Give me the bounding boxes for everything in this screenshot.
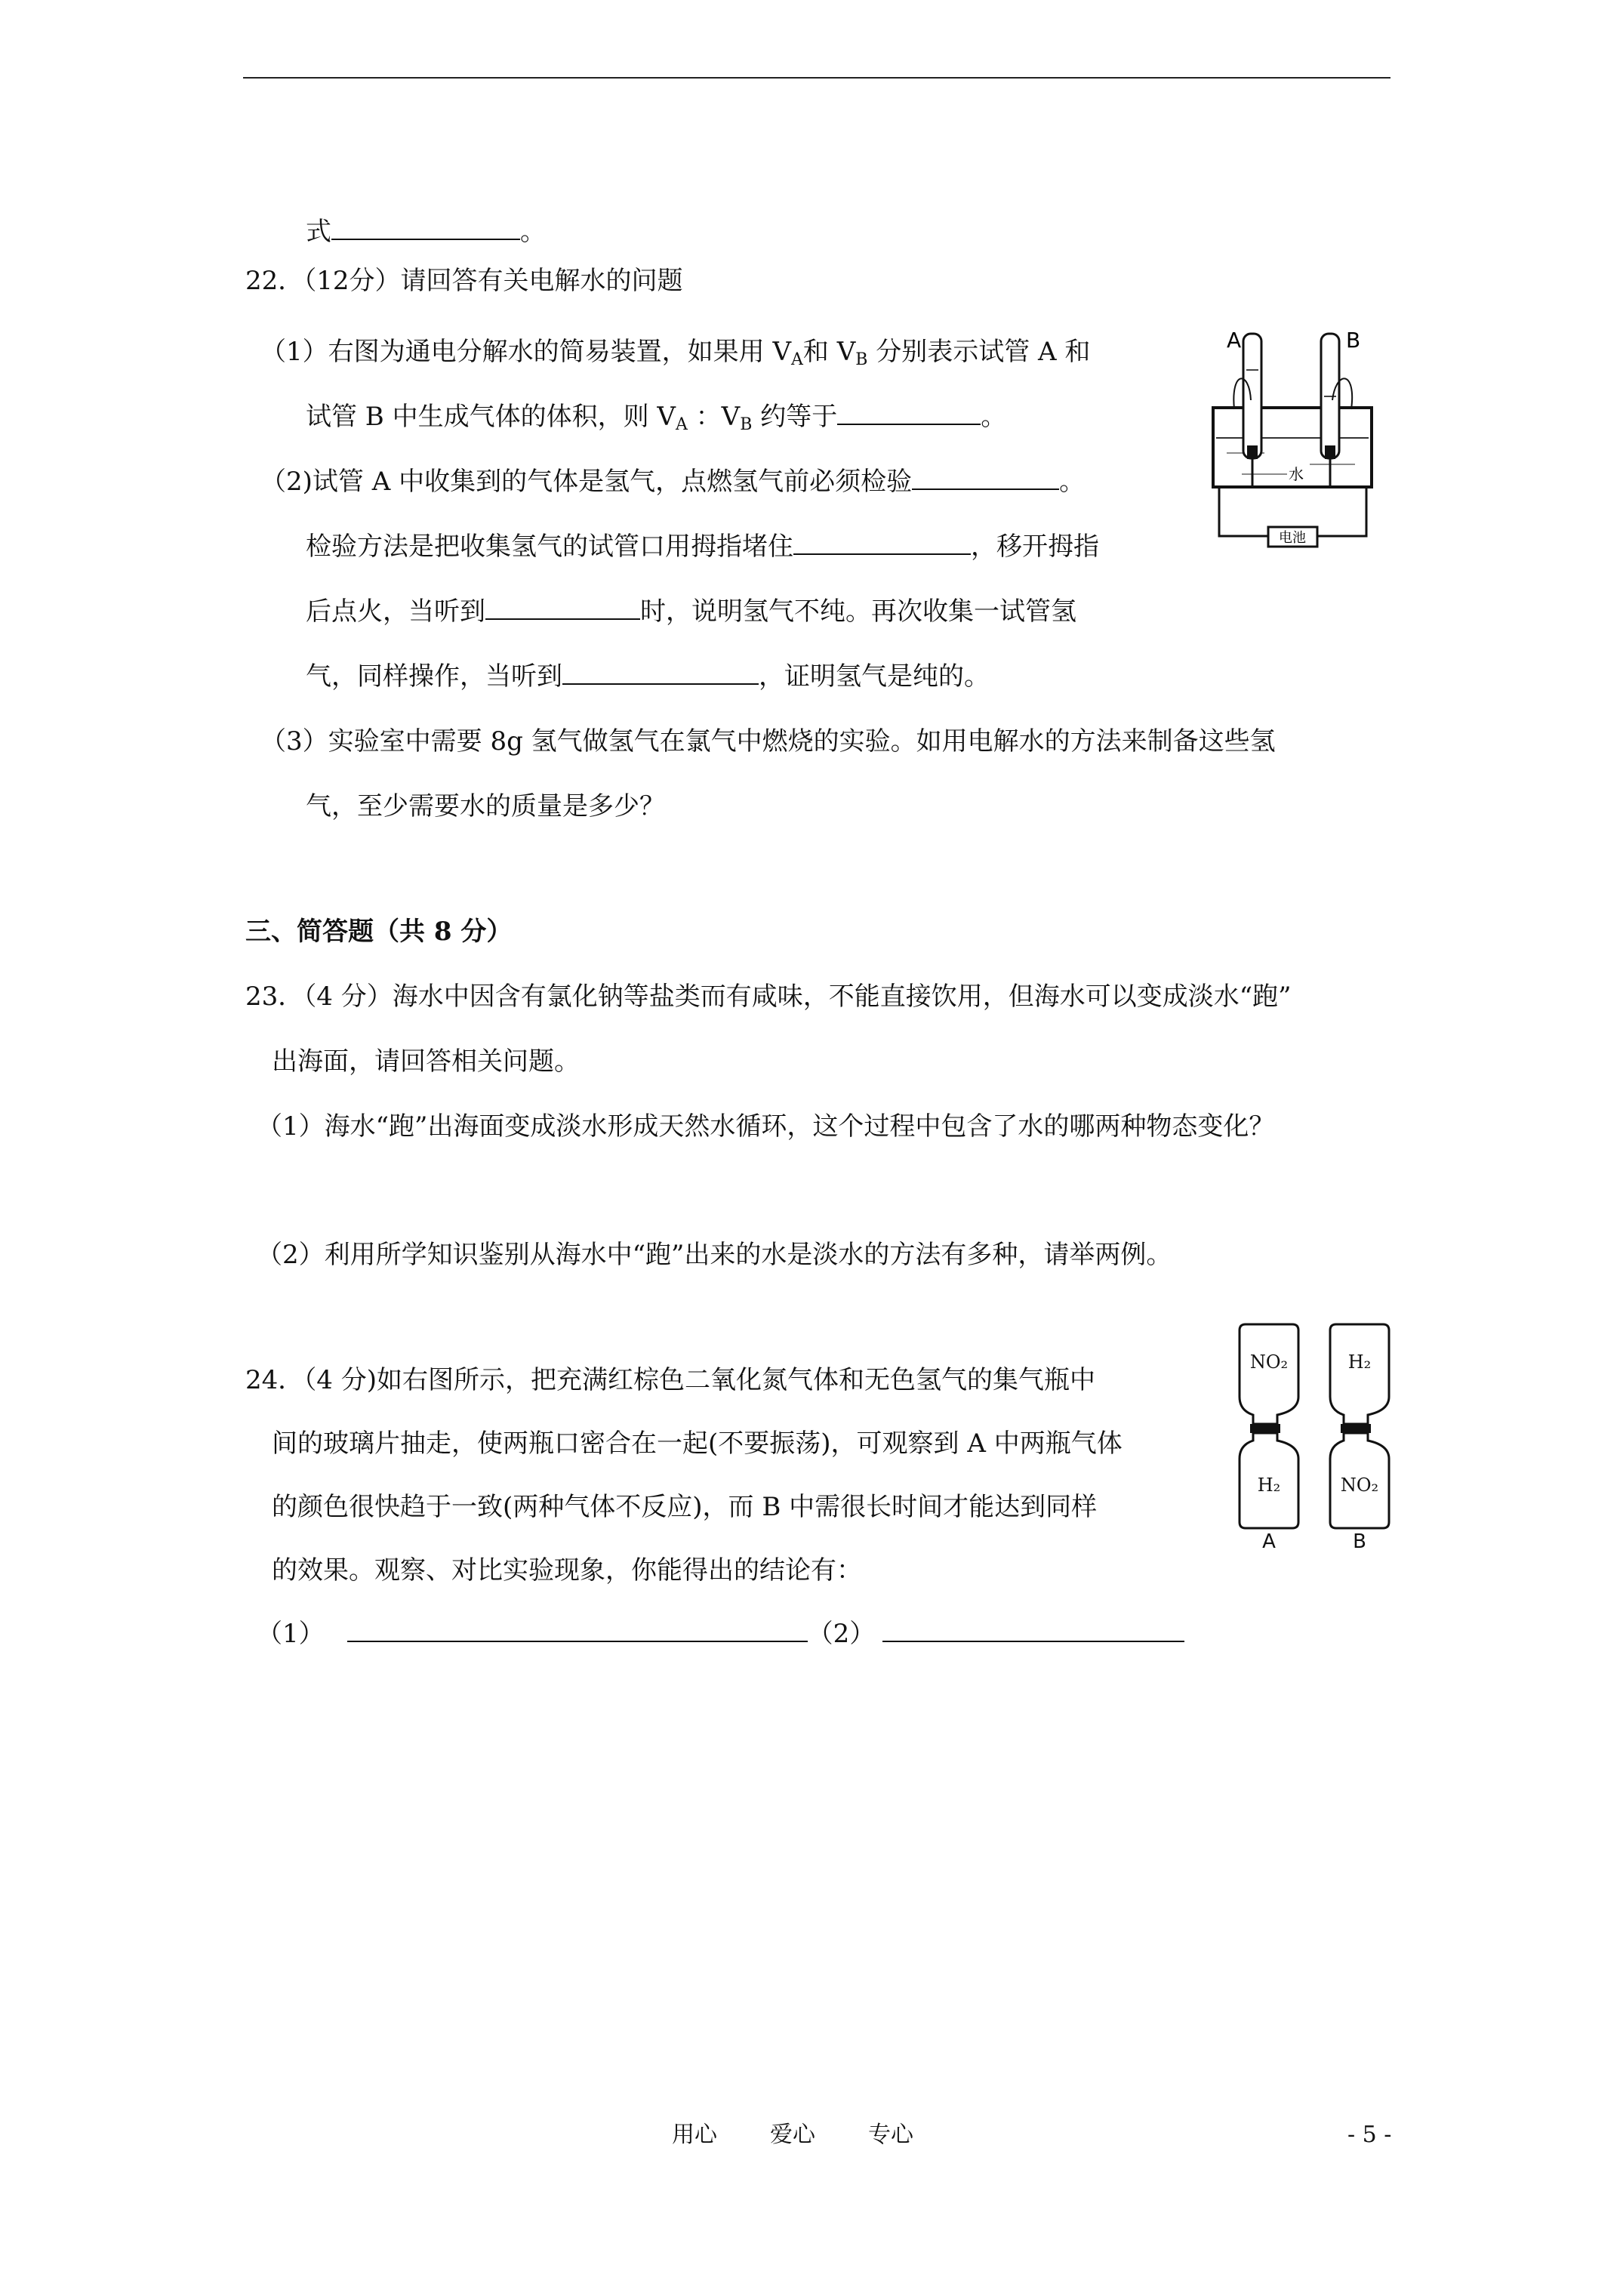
- q22-check-blank[interactable]: [912, 466, 1059, 490]
- q22-title: 22．（12分）请回答有关电解水的问题: [245, 266, 683, 296]
- q24-ans1-label: （1）: [257, 1619, 325, 1649]
- q22-p2-line1: （2)试管 A 中收集到的气体是氢气，点燃氢气前必须检验 。: [260, 467, 1086, 497]
- q23-line2: 出海面，请回答相关问题。: [272, 1046, 580, 1077]
- q23-p2: （2）利用所学知识鉴别从海水中“跑”出来的水是淡水的方法有多种，请举两例。: [257, 1240, 1172, 1270]
- water-label: 水: [1289, 465, 1304, 483]
- q24-line2: 间的玻璃片抽走，使两瓶口密合在一起(不要振荡)，可观察到 A 中两瓶气体: [272, 1428, 1123, 1459]
- q24-line3: 的颜色很快趋于一致(两种气体不反应)，而 B 中需很长时间才能达到同样: [272, 1492, 1098, 1522]
- q22-p2-line2: 检验方法是把收集氢气的试管口用拇指堵住 ，移开拇指: [306, 532, 1099, 562]
- bottle-a-top-label: NO₂: [1249, 1351, 1289, 1373]
- q24-ans1-blank[interactable]: [347, 1618, 808, 1642]
- gas-bottles-figure: [1230, 1321, 1404, 1548]
- bottle-b-top-label: H₂: [1347, 1351, 1372, 1373]
- q24-ans2-label: （2）: [807, 1619, 876, 1649]
- q21-tail-prefix: 式: [306, 217, 331, 247]
- figure-label-b: B: [1353, 1530, 1366, 1548]
- q22-pure-sound-blank[interactable]: [562, 661, 759, 685]
- bottle-b-bottom-label: NO₂: [1340, 1475, 1379, 1496]
- q22-ratio-blank[interactable]: [837, 401, 981, 425]
- section3-title: 三、简答题（共 8 分）: [245, 917, 513, 947]
- figure-label-a: A: [1262, 1530, 1276, 1548]
- battery-label: 电池: [1279, 530, 1306, 546]
- q22-p2-line4: 气，同样操作，当听到 ，证明氢气是纯的。: [306, 661, 990, 692]
- q22-method-blank[interactable]: [793, 531, 971, 555]
- q22-impure-sound-blank[interactable]: [485, 596, 640, 620]
- bottle-a-bottom-label: H₂: [1257, 1475, 1281, 1496]
- footer-motto-3: 专心: [868, 2122, 913, 2148]
- q24-line1: 24．（4 分)如右图所示，把充满红棕色二氧化氮气体和无色氢气的集气瓶中: [245, 1365, 1095, 1395]
- q22-p1-line2: 试管 B 中生成气体的体积，则 $V_A$ ：$V_B$ 约等于 。: [306, 402, 1007, 434]
- tube-b-label: B: [1346, 328, 1361, 353]
- electrolysis-apparatus-figure: [1196, 325, 1408, 574]
- q21-tail-line: 式 。: [306, 217, 546, 247]
- q22-p3-line2: 气，至少需要水的质量是多少？: [306, 791, 665, 821]
- q21-answer-blank[interactable]: [331, 216, 520, 240]
- q24-line4: 的效果。观察、对比实验现象，你能得出的结论有：: [272, 1555, 862, 1586]
- footer-motto-2: 爱心: [770, 2122, 815, 2148]
- q22-p3-line1: （3）实验室中需要 8g 氢气做氢气在氯气中燃烧的实验。如用电解水的方法来制备这些氢: [260, 726, 1276, 757]
- page-number: - 5 -: [1347, 2122, 1392, 2148]
- q24-ans2-blank[interactable]: [882, 1618, 1184, 1642]
- q22-p1-line1: （1）右图为通电分解水的简易装置，如果用 $V_A$和 $V_B$ 分别表示试管 A 和: [260, 337, 1091, 369]
- q24-answers: [257, 1617, 1184, 1650]
- header-rule: [243, 77, 1390, 79]
- q23-line1: 23．（4 分）海水中因含有氯化钠等盐类而有咸味，不能直接饮用，但海水可以变成淡水“跑”: [245, 982, 1292, 1012]
- footer-motto-1: 用心: [672, 2122, 717, 2148]
- q23-p1: （1）海水“跑”出海面变成淡水形成天然水循环，这个过程中包含了水的哪两种物态变化？: [257, 1111, 1275, 1142]
- tube-a-label: A: [1227, 328, 1242, 353]
- q22-p2-line3: 后点火，当听到 时，说明氢气不纯。再次收集一试管氢: [306, 596, 1076, 627]
